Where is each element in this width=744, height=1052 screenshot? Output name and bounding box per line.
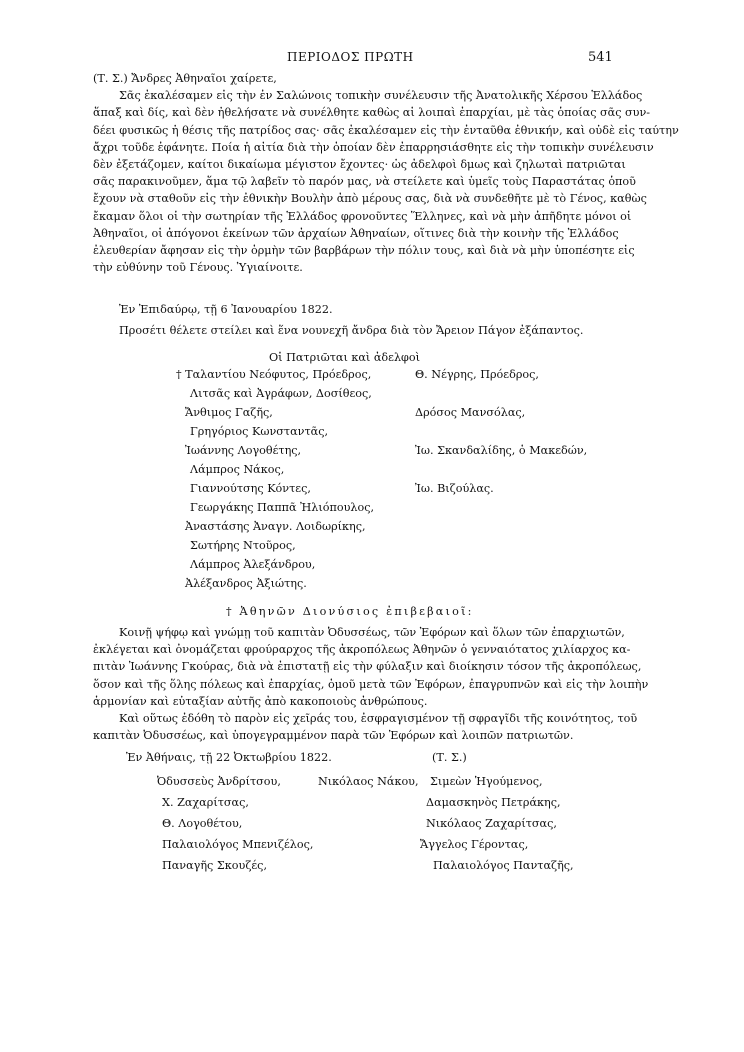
signature-left: Ἀλέξανδρος Ἀξιώτης. <box>185 577 307 590</box>
signature-col3: Δαμασκηνὸς Πετράκης, <box>426 796 561 809</box>
signature-left: Ἄνθιμος Γαζῆς, <box>185 406 273 419</box>
signature-left: Λάμπρος Νάκος, <box>190 463 285 476</box>
signature-left: Γρηγόριος Κωνσταντᾶς, <box>190 425 329 438</box>
signature-col1: Χ. Ζαχαρίτσας, <box>162 796 249 809</box>
signature-left: Σωτήρης Ντοῦρος, <box>190 539 296 552</box>
letter2-heading: † Ἀθηνῶν Διονύσιος ἐπιβεβαιοῖ: <box>226 605 474 618</box>
signature-col3: Ἄγγελος Γέροντας, <box>420 838 529 851</box>
signature-col1: Παναγῆς Σκουζές, <box>162 859 267 872</box>
letter2-line: Καὶ οὕτως ἐδόθη τὸ παρὸν εἰς χεῖράς του, ἐσφραγισμένον τῇ σφραγῖδι τῆς κοινότητος, τοῦ <box>119 712 638 726</box>
letter1-line: σᾶς παρακινοῦμεν, ἅμα τῷ λαβεῖν τὸ παρόν μας, νὰ στείλετε καὶ ὑμεῖς τοὺς Παραστάτας ὁποῦ <box>93 175 636 189</box>
letter2-seal: (Τ. Σ.) <box>432 751 467 764</box>
letter2-line: πιτὰν Ἰωάννης Γκούρας, διὰ νὰ ἐπιστατῇ εἰς τὴν φύλαξιν καὶ διοίκησιν τόσον τῆς ἀκροπόλεως, <box>93 660 642 674</box>
letter1-line: ἔκαμαν ὅλοι οἱ τὴν σωτηρίαν τῆς Ἑλλάδος φρονοῦντες Ἕλληνες, καὶ νὰ μὴν ἀπῆδητε μόνοι οἱ <box>93 209 632 223</box>
letter1-line: ἔχουν νὰ σταθοῦν εἰς τὴν ἐθνικὴν Βουλὴν ἀπὸ μέρους σας, διὰ νὰ συνδεθῆτε μὲ τὸ Γένος, καθὼς <box>93 192 647 206</box>
signature-col1: Παλαιολόγος Μπενιζέλος, <box>162 838 314 851</box>
signature-left: Ἰωάννης Λογοθέτης, <box>185 444 302 457</box>
letter1-line: δὲν ἐξετάζομεν, καίτοι δικαίωμα μέγιστον ἔχοντες· ὡς ἀδελφοὶ δμως καὶ ζηλωταὶ πατριῶται <box>93 158 626 172</box>
signature-left: Ἀναστάσης Ἀναγν. Λοιδωρίκης, <box>185 520 366 533</box>
letter1-body <box>93 70 679 276</box>
letter1-line: τὴν εὐθύνην τοῦ Γένους. Ὑγιαίνοιτε. <box>93 261 303 275</box>
letter1-salutation: Οἱ Πατριῶται καὶ ἀδελφοὶ <box>269 351 421 364</box>
letter2-line: ἐκλέγεται καὶ ὀνομάζεται φρούραρχος τῆς ἀκροπόλεως Ἀθηνῶν ὁ γενναιότατος χιλίαρχος κα- <box>93 643 631 657</box>
signature-left: Γιαννούτσης Κόντες, <box>190 482 311 495</box>
letter1-line: Σᾶς ἐκαλέσαμεν εἰς τὴν ἐν Σαλώνοις τοπικὴν συνέλευσιν τῆς Ἀνατολικῆς Χέρσου Ἑλλάδος <box>119 89 643 103</box>
letter2-line: ὅσον καὶ τῆς ὅλης πόλεως καὶ ἐπαρχίας, ὁμοῦ μετὰ τῶν Ἐφόρων, ἐπαγρυπνῶν καὶ εἰς τὴν λοιπὴν <box>93 677 649 691</box>
signature-right: Ἰω. Σκανδαλίδης, ὁ Μακεδών, <box>415 444 588 457</box>
letter1-postscript: Προσέτι θέλετε στείλει καὶ ἕνα νουνεχῆ ἄνδρα διὰ τὸν Ἄρειον Πάγον ἐξάπαντος. <box>119 324 584 337</box>
signature-left: † Ταλαντίου Νεόφυτος, Πρόεδρος, <box>176 368 372 381</box>
letter1-line: ἐλευθερίαν ἄφησαν εἰς τὴν ὁρμὴν τῶν βαρβάρων τὴν πόλιν τους, καὶ διὰ νὰ μὴν ὑποπέσητε εἰς <box>93 244 635 258</box>
letter2-line: ἁρμονίαν καὶ εὐταξίαν αὐτῆς ἀπὸ κακοποιοὺς ἀνθρώπους. <box>93 694 428 708</box>
letter1-line: ἄχρι τοῦδε ἐφάνητε. Ποία ἡ αἰτία διὰ τὴν ὁποίαν δὲν ἐπαρρησιάσθητε εἰς τὴν τοπικὴν συνέλευσιν <box>93 140 654 154</box>
signature-left: Λιτσᾶς καὶ Ἀγράφων, Δοσίθεος, <box>190 387 372 400</box>
letter1-line: Ἀθηναῖοι, οἱ ἀπόγονοι ἐκείνων τῶν ἀρχαίων Ἀθηναίων, οἵτινες διὰ τὴν κοινὴν τῆς Ἑλλάδος <box>93 226 619 240</box>
letter1-line: δέει φυσικῶς ἡ θέσις τῆς πατρίδος σας· σᾶς ἐκαλέσαμεν εἰς τὴν ἐνταῦθα ἐθνικήν, καὶ οὐδὲ εἰς ταύτην <box>93 123 679 137</box>
signature-col2: Νικόλαος Νάκου, <box>318 775 419 788</box>
signature-left: Γεωργάκης Παππᾶ Ἠλιόπουλος, <box>190 501 375 514</box>
letter1-date: Ἐν Ἐπιδαύρῳ, τῇ 6 Ἰανουαρίου 1822. <box>119 303 333 316</box>
signature-right: Θ. Νέγρης, Πρόεδρος, <box>415 368 539 381</box>
signature-col3: Νικόλαος Ζαχαρίτσας, <box>426 817 557 830</box>
letter1-line: ἅπαξ καὶ δίς, καὶ δὲν ἠθελήσατε νὰ συνέλθητε καθὼς αἱ λοιπαὶ ἐπαρχίαι, μὲ τὰς ὁποίας σᾶς συν- <box>93 106 651 120</box>
letter2-line: Κοινῇ ψήφῳ καὶ γνώμῃ τοῦ καπιτὰν Ὀδυσσέως, τῶν Ἐφόρων καὶ ὅλων τῶν ἐπαρχιωτῶν, <box>119 626 625 639</box>
signature-col3: Παλαιολόγος Πανταζῆς, <box>433 859 574 872</box>
signature-right: Ἰω. Βιζούλας. <box>415 482 494 495</box>
signature-right: Δρόσος Μανσόλας, <box>415 406 526 419</box>
letter2-line: καπιτὰν Ὀδυσσέως, καὶ ὑπογεγραμμένον παρὰ τῶν Ἐφόρων καὶ λοιπῶν πατριωτῶν. <box>93 729 574 743</box>
signature-col1: Θ. Λογοθέτου, <box>162 817 243 830</box>
signature-col1: Ὀδυσσεὺς Ἀνδρίτσου, <box>157 775 281 788</box>
letter1-line: (Τ. Σ.) Ἄνδρες Ἀθηναῖοι χαίρετε, <box>93 72 277 85</box>
letter2-body <box>93 624 649 744</box>
signature-col3: Σιμεὼν Ἡγούμενος, <box>430 775 543 788</box>
letter2-date: Ἐν Ἀθήναις, τῇ 22 Ὀκτωβρίου 1822. <box>126 751 332 764</box>
signature-left: Λάμπρος Ἀλεξάνδρου, <box>190 558 316 571</box>
running-header-title: ΠΕΡΙΟΔΟΣ ΠΡΩΤΗ <box>287 50 414 64</box>
page-number: 541 <box>588 50 613 65</box>
